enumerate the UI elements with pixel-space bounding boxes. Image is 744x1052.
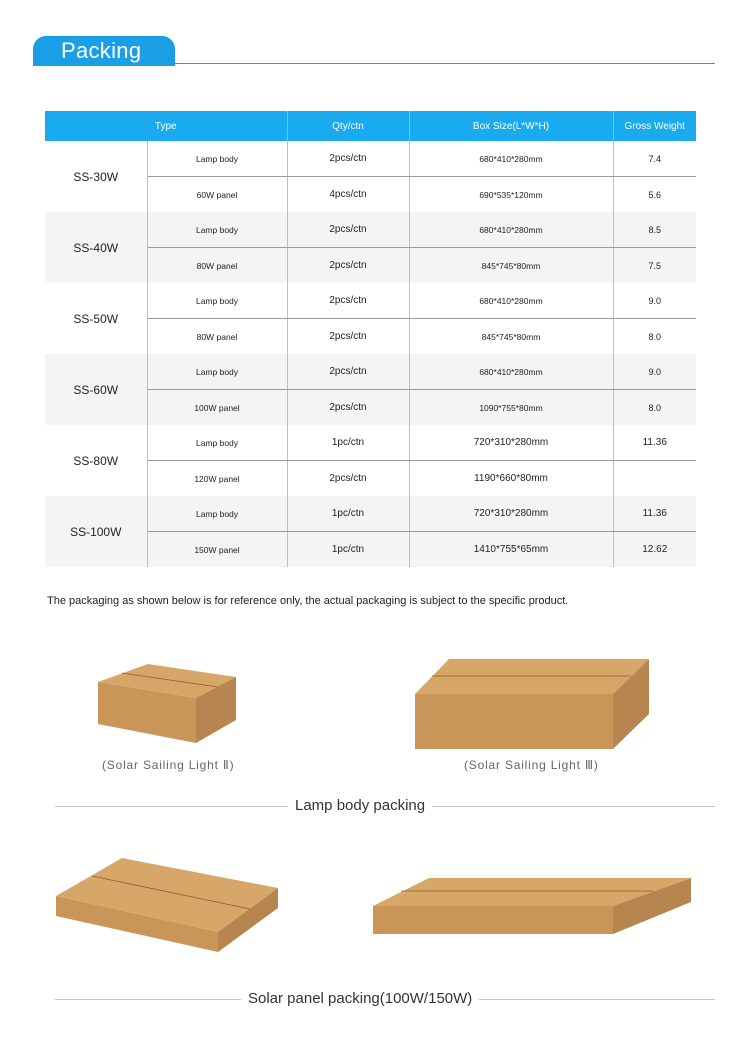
part-cell: 60W panel <box>147 177 287 213</box>
table-group <box>45 496 696 567</box>
gross-weight-cell: 5.6 <box>613 177 696 213</box>
box-size-cell: 690*535*120mm <box>409 177 613 213</box>
packing-table <box>45 111 696 567</box>
part-cell: 80W panel <box>147 248 287 284</box>
box-size-cell: 680*410*280mm <box>409 212 613 248</box>
panel-box-right-image <box>371 876 693 935</box>
col-header-type: Type <box>45 111 287 141</box>
model-cell: SS-80W <box>45 425 147 496</box>
qty-cell: 1pc/ctn <box>287 532 409 568</box>
table-row <box>45 212 696 248</box>
box-size-cell: 720*310*280mm <box>409 425 613 461</box>
part-cell: Lamp body <box>147 141 287 177</box>
table-group <box>45 212 696 283</box>
gross-weight-cell: 11.36 <box>613 425 696 461</box>
table-row <box>45 141 696 177</box>
part-cell: 120W panel <box>147 461 287 497</box>
model-cell: SS-40W <box>45 212 147 283</box>
col-header-qty: Qty/ctn <box>287 111 409 141</box>
part-cell: Lamp body <box>147 212 287 248</box>
model-cell: SS-30W <box>45 141 147 212</box>
lamp-box-iii-image <box>413 656 651 750</box>
lamp-body-packing-label: Lamp body packing <box>288 797 432 814</box>
solar-panel-packing-label: Solar panel packing(100W/150W) <box>241 990 479 1007</box>
part-cell: Lamp body <box>147 425 287 461</box>
box-size-cell: 1410*755*65mm <box>409 532 613 568</box>
table-group <box>45 425 696 496</box>
page-title: Packing <box>61 38 142 63</box>
table-row <box>45 496 696 532</box>
box-size-cell: 845*745*80mm <box>409 248 613 284</box>
qty-cell: 2pcs/ctn <box>287 212 409 248</box>
gross-weight-cell: 8.0 <box>613 319 696 355</box>
part-cell: 150W panel <box>147 532 287 568</box>
model-cell: SS-50W <box>45 283 147 354</box>
table-row <box>45 425 696 461</box>
box-size-cell: 720*310*280mm <box>409 496 613 532</box>
packaging-note: The packaging as shown below is for reference only, the actual packaging is subject to the specific product. <box>47 595 569 607</box>
qty-cell: 2pcs/ctn <box>287 248 409 284</box>
caption-lamp-ii: (Solar Sailing Light Ⅱ) <box>102 758 235 772</box>
panel-box-left-image <box>54 856 280 953</box>
lamp-box-ii-image <box>96 662 238 744</box>
qty-cell: 4pcs/ctn <box>287 177 409 213</box>
box-size-cell: 680*410*280mm <box>409 141 613 177</box>
part-cell: Lamp body <box>147 283 287 319</box>
gross-weight-cell: 9.0 <box>613 283 696 319</box>
caption-lamp-iii: (Solar Sailing Light Ⅲ) <box>464 758 599 772</box>
box-size-cell: 680*410*280mm <box>409 283 613 319</box>
qty-cell: 2pcs/ctn <box>287 390 409 426</box>
qty-cell: 2pcs/ctn <box>287 461 409 497</box>
table-header-row <box>45 111 696 141</box>
qty-cell: 2pcs/ctn <box>287 354 409 390</box>
header-rule <box>33 63 715 64</box>
part-cell: 80W panel <box>147 319 287 355</box>
table-group <box>45 283 696 354</box>
qty-cell: 2pcs/ctn <box>287 319 409 355</box>
col-header-gross-weight: Gross Weight <box>613 111 696 141</box>
gross-weight-cell: 7.4 <box>613 141 696 177</box>
table-row <box>45 354 696 390</box>
part-cell: 100W panel <box>147 390 287 426</box>
qty-cell: 2pcs/ctn <box>287 141 409 177</box>
table-row <box>45 283 696 319</box>
box-size-cell: 680*410*280mm <box>409 354 613 390</box>
col-header-box-size: Box Size(L*W*H) <box>409 111 613 141</box>
gross-weight-cell: 8.5 <box>613 212 696 248</box>
part-cell: Lamp body <box>147 496 287 532</box>
box-size-cell: 845*745*80mm <box>409 319 613 355</box>
table-group <box>45 354 696 425</box>
gross-weight-cell: 9.0 <box>613 354 696 390</box>
box-size-cell: 1090*755*80mm <box>409 390 613 426</box>
gross-weight-cell: 11.36 <box>613 496 696 532</box>
box-size-cell: 1190*660*80mm <box>409 461 613 497</box>
gross-weight-cell: 12.62 <box>613 532 696 568</box>
qty-cell: 1pc/ctn <box>287 425 409 461</box>
qty-cell: 2pcs/ctn <box>287 283 409 319</box>
qty-cell: 1pc/ctn <box>287 496 409 532</box>
gross-weight-cell: 8.0 <box>613 390 696 426</box>
model-cell: SS-60W <box>45 354 147 425</box>
table-group <box>45 141 696 212</box>
model-cell: SS-100W <box>45 496 147 567</box>
gross-weight-cell <box>613 461 696 497</box>
gross-weight-cell: 7.5 <box>613 248 696 284</box>
part-cell: Lamp body <box>147 354 287 390</box>
